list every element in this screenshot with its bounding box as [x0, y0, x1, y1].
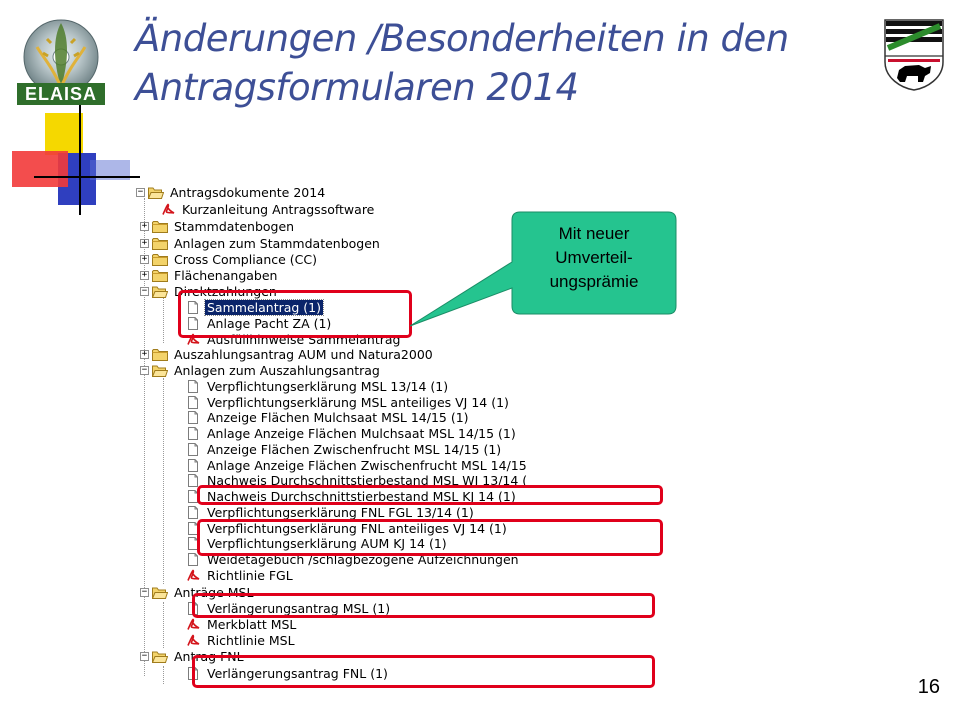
expand-icon[interactable]: + — [141, 220, 148, 231]
folder-icon — [152, 220, 168, 233]
expand-icon[interactable]: + — [141, 348, 148, 359]
tree-node-label: Kurzanleitung Antragssoftware — [182, 201, 375, 217]
highlight-box-verpflichtungserklaerung — [197, 519, 663, 556]
tree-node-doc[interactable] — [185, 425, 518, 441]
folder-open-icon — [152, 650, 168, 663]
tree-node-label: Ausfüllhinweise Sammelantrag — [207, 331, 401, 347]
highlight-box-tierbestand — [197, 485, 663, 505]
tree-node-label: Flächenangaben — [174, 267, 278, 283]
tree-node-pdf[interactable] — [185, 616, 298, 632]
tree-node-label: Antrag FNL — [174, 648, 244, 664]
tree-node-label: Verlängerungsantrag MSL (1) — [207, 600, 391, 616]
folder-icon — [152, 269, 168, 282]
tree-node-label: Anlage Anzeige Flächen Zwischenfrucht MSL 14/15 — [207, 457, 527, 473]
tree-node-label: Anträge MSL — [174, 584, 254, 600]
logo-text: ELAISA — [24, 84, 97, 104]
tree-node-flaechenangaben[interactable] — [140, 267, 279, 283]
folder-icon — [152, 253, 168, 266]
tree-node-doc[interactable] — [185, 394, 511, 410]
folder-open-icon — [152, 586, 168, 599]
tree-node-anlagen-auszahlungsantrag[interactable] — [140, 362, 382, 378]
tree-node-pdf[interactable] — [185, 567, 295, 583]
callout-line-3: ungsprämie — [549, 272, 639, 291]
tree-node-stammdatenbogen[interactable] — [140, 218, 296, 234]
folder-icon — [152, 348, 168, 361]
tree-node-doc[interactable] — [185, 504, 476, 520]
tree-node-label: Nachweis Durchschnittstierbestand MSL WJ 13/14 ( — [207, 472, 528, 488]
tree-node-cross-compliance[interactable] — [140, 251, 319, 267]
tree-node-label: Anzeige Flächen Zwischenfrucht MSL 14/15 (1) — [207, 441, 502, 457]
pdf-icon — [185, 634, 201, 647]
expand-icon[interactable]: + — [141, 269, 148, 280]
document-icon — [185, 427, 201, 440]
tree-node-label: Verpflichtungserklärung MSL 13/14 (1) — [207, 378, 449, 394]
document-icon — [185, 506, 201, 519]
highlight-box-direktzahlungen — [178, 290, 412, 338]
folder-icon — [152, 237, 168, 250]
tree-node-auszahlungsantrag[interactable] — [140, 346, 435, 362]
tree-node-label: Verpflichtungserklärung FNL FGL 13/14 (1) — [207, 504, 474, 520]
highlight-box-verlaengerung-fnl — [192, 655, 655, 688]
coat-of-arms-logo — [883, 18, 945, 92]
tree-node-pdf[interactable] — [185, 632, 297, 648]
tree-node-label: Anlagen zum Stammdatenbogen — [174, 235, 380, 251]
callout-text — [512, 222, 676, 294]
tree-node-label: Auszahlungsantrag AUM und Natura2000 — [174, 346, 433, 362]
document-icon — [185, 443, 201, 456]
collapse-icon[interactable]: − — [137, 186, 144, 197]
collapse-icon[interactable]: − — [141, 364, 148, 375]
folder-open-icon — [148, 186, 164, 199]
tree-node-doc[interactable] — [185, 378, 450, 394]
tree-node-label: Richtlinie FGL — [207, 567, 293, 583]
tree-node-anlagen-stammdatenbogen[interactable] — [140, 235, 382, 251]
highlight-box-verlaengerung-msl — [192, 593, 655, 618]
document-icon — [185, 459, 201, 472]
folder-open-icon — [152, 285, 168, 298]
tree-node-root[interactable] — [136, 184, 327, 200]
tree-node-label: Anlage Pacht ZA (1) — [207, 315, 332, 331]
folder-open-icon — [152, 364, 168, 377]
tree-node-kurzanleitung[interactable] — [160, 201, 376, 217]
title-line-1: Änderungen /Besonderheiten in den — [135, 17, 789, 60]
tree-node-label: Nachweis Durchschnittstierbestand MSL KJ 14 (1) — [207, 488, 516, 504]
collapse-icon[interactable]: − — [141, 650, 148, 661]
pdf-icon — [185, 569, 201, 582]
page-number: 16 — [917, 676, 940, 698]
callout-line-2: Umverteil- — [555, 248, 633, 267]
title-line-2: Antragsformularen 2014 — [135, 66, 579, 109]
tree-node-label: Antragsdokumente 2014 — [170, 184, 326, 200]
slide-title — [135, 14, 875, 112]
tree-node-label: Richtlinie MSL — [207, 632, 295, 648]
tree-node-label: Cross Compliance (CC) — [174, 251, 317, 267]
tree-node-label: Weidetagebuch /schlagbezogene Aufzeichnungen — [207, 551, 519, 567]
tree-node-label: Verpflichtungserklärung AUM KJ 14 (1) — [207, 535, 447, 551]
tree-node-label: Merkblatt MSL — [207, 616, 297, 632]
pdf-icon — [185, 618, 201, 631]
tree-node-label: Verlängerungsantrag FNL (1) — [207, 665, 388, 681]
document-icon — [185, 380, 201, 393]
tree-node-label: Verpflichtungserklärung MSL anteiliges VJ 14 (1) — [207, 394, 509, 410]
tree-node-label: Anlagen zum Auszahlungsantrag — [174, 362, 380, 378]
document-icon — [185, 396, 201, 409]
collapse-icon[interactable]: − — [141, 586, 148, 597]
tree-node-label: Anlage Anzeige Flächen Mulchsaat MSL 14/15 (1) — [207, 425, 516, 441]
tree-node-label: Anzeige Flächen Mulchsaat MSL 14/15 (1) — [207, 409, 469, 425]
document-icon — [185, 411, 201, 424]
document-icon — [185, 474, 201, 487]
tree-node-label: Verpflichtungserklärung FNL anteiliges VJ 14 (1) — [207, 520, 507, 536]
tree-node-label: Stammdatenbogen — [174, 218, 295, 234]
pdf-icon — [160, 203, 176, 216]
expand-icon[interactable]: + — [141, 253, 148, 264]
tree-node-doc[interactable] — [185, 457, 529, 473]
decorative-cross-graphic — [0, 105, 140, 225]
tree-node-doc[interactable] — [185, 441, 503, 457]
expand-icon[interactable]: + — [141, 237, 148, 248]
tree-node-label: Direktzahlungen — [174, 283, 277, 299]
callout-line-1: Mit neuer — [558, 224, 630, 243]
tree-node-doc[interactable] — [185, 409, 471, 425]
tree-node-label: Sammelantrag (1) — [207, 299, 322, 315]
elaisa-logo — [17, 17, 105, 105]
collapse-icon[interactable]: − — [141, 285, 148, 296]
